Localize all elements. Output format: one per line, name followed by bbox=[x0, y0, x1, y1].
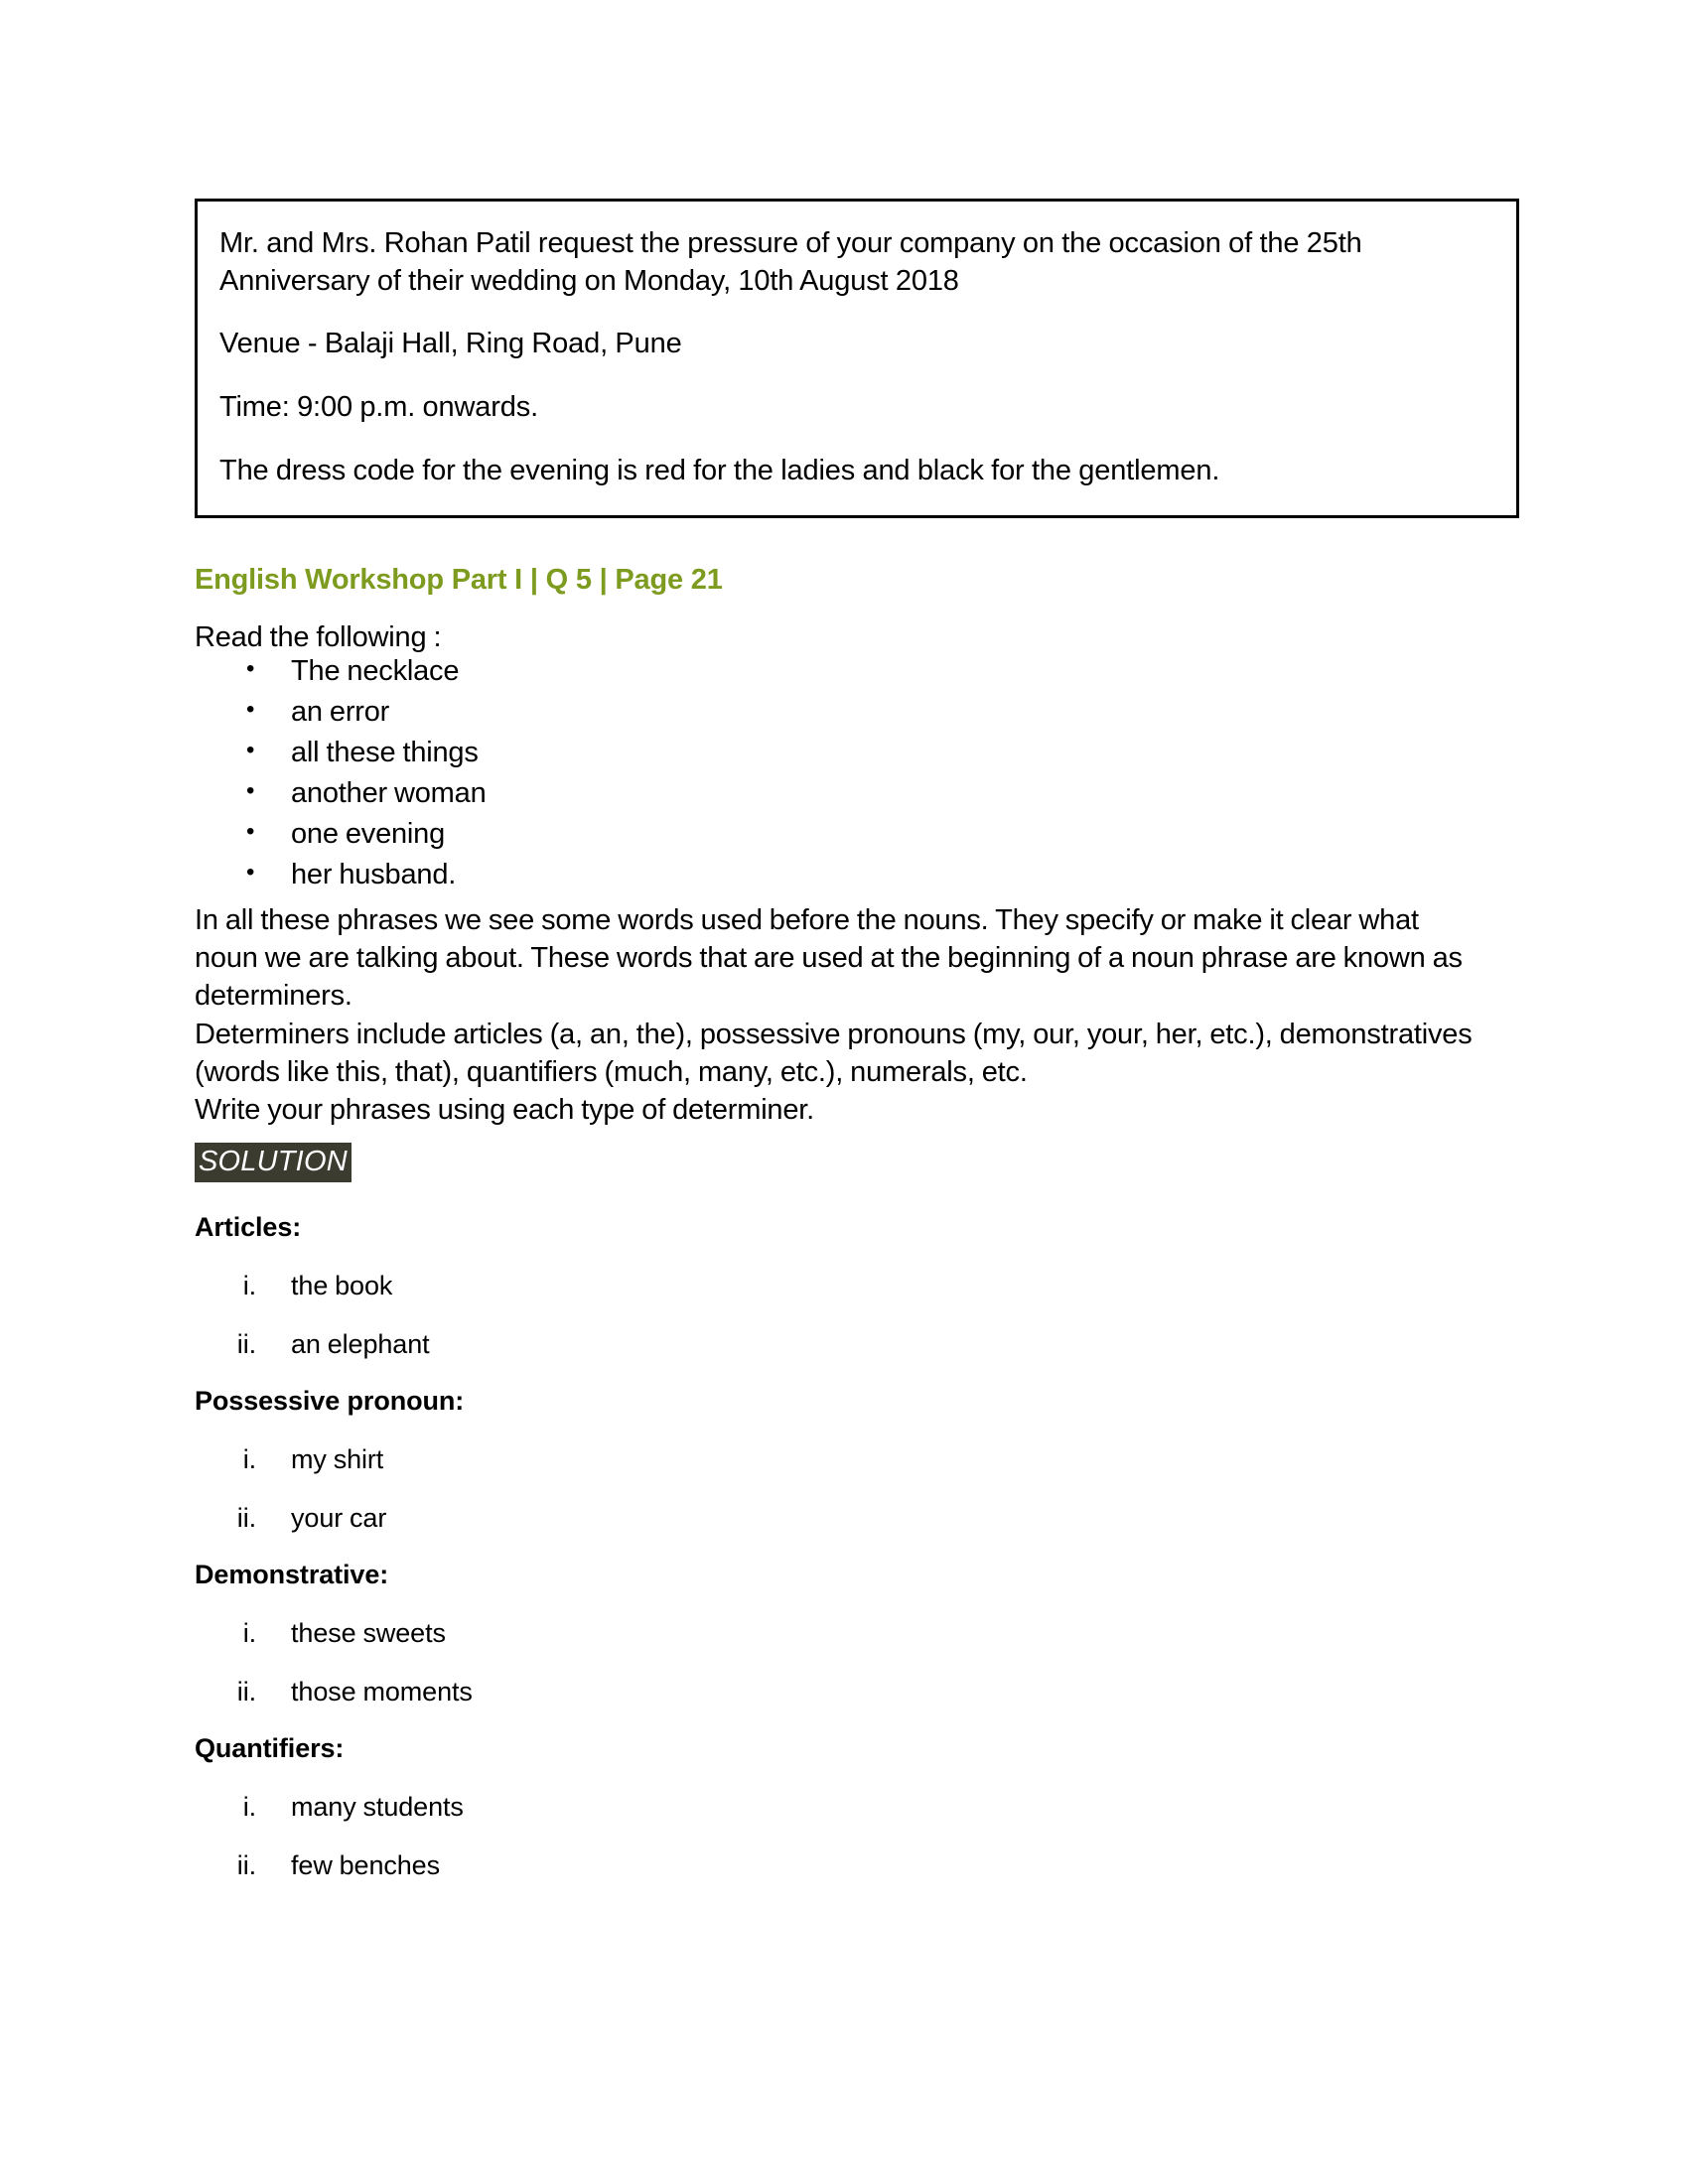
answer-list bbox=[195, 1443, 1485, 1533]
section-title: Possessive pronoun: bbox=[195, 1385, 465, 1416]
invitation-line-venue: Venue - Balaji Hall, Ring Road, Pune bbox=[219, 328, 682, 360]
list-item-label: your car bbox=[291, 1502, 387, 1533]
invitation-line-time: Time: 9:00 p.m. onwards. bbox=[219, 391, 539, 424]
question-instruction: Write your phrases using each type of determiner. bbox=[195, 1094, 815, 1127]
list-marker: i. bbox=[242, 1270, 256, 1300]
list-marker: i. bbox=[242, 1443, 256, 1474]
list-marker: ii. bbox=[236, 1849, 256, 1880]
list-marker: i. bbox=[242, 1617, 256, 1648]
list-marker: ii. bbox=[236, 1328, 256, 1359]
list-item-label: the book bbox=[291, 1270, 393, 1300]
list-item bbox=[195, 1270, 1485, 1300]
list-marker: ii. bbox=[236, 1676, 256, 1706]
list-item-label: my shirt bbox=[291, 1443, 384, 1474]
list-item-label: few benches bbox=[291, 1849, 440, 1880]
list-item-label: an elephant bbox=[291, 1328, 430, 1359]
list-item bbox=[195, 1849, 1485, 1880]
section-title: Articles: bbox=[195, 1211, 302, 1242]
list-item bbox=[195, 1676, 1485, 1706]
invitation-box bbox=[195, 199, 1519, 518]
solution-label: SOLUTION bbox=[195, 1143, 352, 1181]
section-title: Quantifiers: bbox=[195, 1732, 345, 1763]
solution-label-wrapper bbox=[195, 1143, 1485, 1181]
answer-list bbox=[195, 1617, 1485, 1706]
solution-section-demonstrative bbox=[195, 1560, 1485, 1706]
list-item: • all these things bbox=[195, 739, 1485, 767]
section-title: Demonstrative: bbox=[195, 1559, 389, 1589]
list-item bbox=[195, 1791, 1485, 1822]
list-marker: ii. bbox=[236, 1502, 256, 1533]
list-item-label: those moments bbox=[291, 1676, 473, 1706]
list-item bbox=[195, 1443, 1485, 1474]
explanation-paragraph-2: Determiners include articles (a, an, the), possessive pronouns (my, our, your, her, etc.), demonstratives (words like this, that), quantifiers (much, many, etc.), numerals, etc. bbox=[195, 1018, 1473, 1088]
list-item-label: these sweets bbox=[291, 1617, 446, 1648]
list-item-label: many students bbox=[291, 1791, 464, 1822]
question-prompt: Read the following : bbox=[195, 621, 442, 654]
answer-list bbox=[195, 1791, 1485, 1880]
list-marker: i. bbox=[242, 1791, 256, 1822]
invitation-line-dresscode: The dress code for the evening is red for the ladies and black for the gentlemen. bbox=[219, 454, 1220, 486]
list-item: • her husband. bbox=[195, 861, 1485, 889]
explanation-paragraph-1: In all these phrases we see some words used before the nouns. They specify or make it clear what noun we are talking about. These words that are used at the beginning of a noun phrase are known as determiners. bbox=[195, 903, 1463, 1013]
list-item bbox=[195, 1617, 1485, 1648]
phrase-list bbox=[195, 654, 1485, 890]
list-item bbox=[195, 1502, 1485, 1533]
list-item bbox=[195, 1328, 1485, 1359]
list-item: • an error bbox=[195, 698, 1485, 727]
solution-section-articles bbox=[195, 1212, 1485, 1358]
answer-list bbox=[195, 1270, 1485, 1359]
list-item: • one evening bbox=[195, 820, 1485, 849]
solution-section-possessive-pronoun bbox=[195, 1386, 1485, 1532]
content-column bbox=[195, 199, 1485, 1907]
solution-section-quantifiers bbox=[195, 1733, 1485, 1879]
list-item: • The necklace bbox=[195, 657, 1485, 686]
list-item: • another woman bbox=[195, 779, 1485, 808]
invitation-line-main: Mr. and Mrs. Rohan Patil request the pressure of your company on the occasion of the 25th Anniversary of their wedding on Monday, 10th August 2018 bbox=[219, 227, 1362, 297]
question-heading: English Workshop Part I | Q 5 | Page 21 bbox=[195, 564, 723, 597]
